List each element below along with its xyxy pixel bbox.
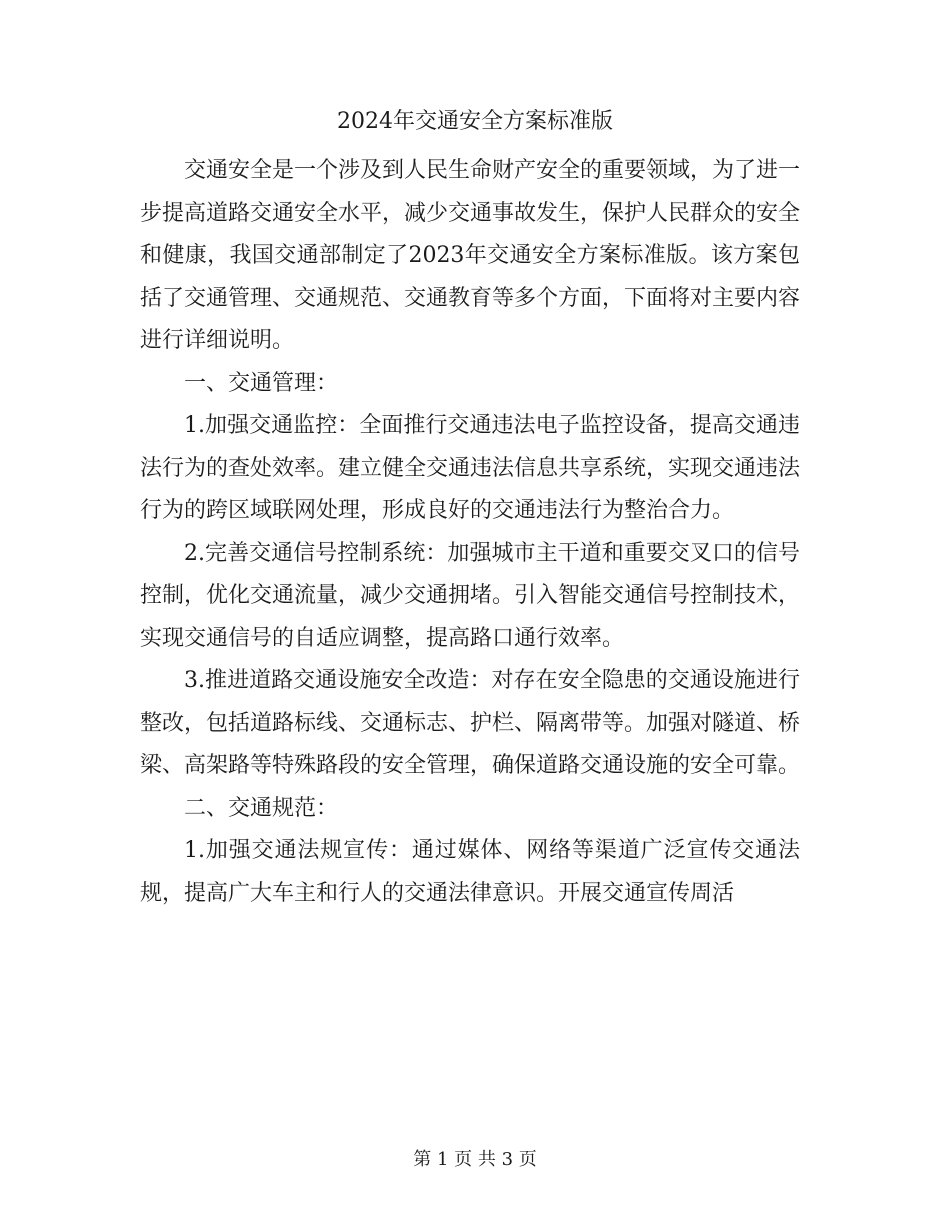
document-title: 2024年交通安全方案标准版 [337,109,613,134]
section-heading-traffic-management: 一、交通管理： [184,370,339,396]
paragraph-monitoring: 1.加强交通监控：全面推行交通违法电子监控设备，提高交通违法行为的查处效率。建立健全交通违法信息共享系统，实现交通违法行为的跨区域联网处理，形成良好的交通违法行为整治合力。 [140,413,801,523]
paragraph-facility-renovation: 3.推进道路交通设施安全改造：对存在安全隐患的交通设施进行整改，包括道路标线、交通标志、护栏、隔离带等。加强对隧道、桥梁、高架路等特殊路段的安全管理，确保道路交通设施的安全可靠。 [140,668,801,778]
paragraph-intro: 交通安全是一个涉及到人民生命财产安全的重要领域，为了进一步提高道路交通安全水平，减少交通事故发生，保护人民群众的安全和健康，我国交通部制定了2023年交通安全方案标准版。该方案包括了交通管理、交通规范、交通教育等多个方面，下面将对主要内容进行详细说明。 [140,158,801,353]
paragraph-regulation-publicity: 1.加强交通法规宣传：通过媒体、网络等渠道广泛宣传交通法规，提高广大车主和行人的交通法律意识。开展交通宣传周活 [140,838,800,906]
page-footer: 第 1 页 共 3 页 [413,1149,537,1170]
paragraph-signal-control: 2.完善交通信号控制系统：加强城市主干道和重要交叉口的信号控制，优化交通流量，减少交通拥堵。引入智能交通信号控制技术，实现交通信号的自适应调整，提高路口通行效率。 [140,540,801,651]
section-heading-traffic-rules: 二、交通规范： [184,795,339,821]
document-body [140,150,800,915]
